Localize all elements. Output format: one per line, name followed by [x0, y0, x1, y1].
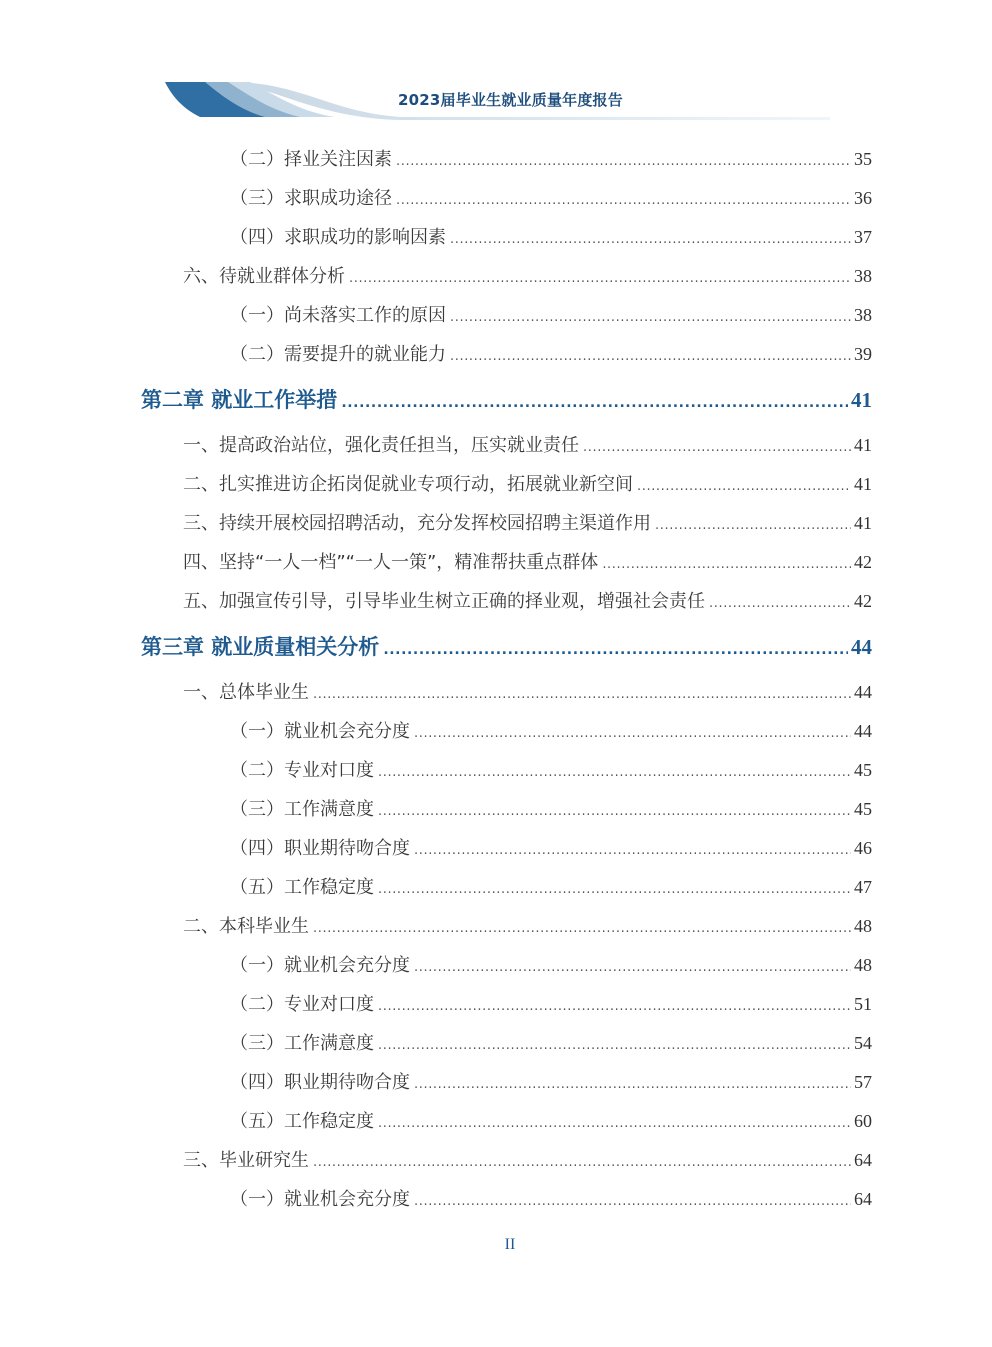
toc-entry[interactable]	[230, 1107, 872, 1133]
toc-entry-title: 第二章 就业工作举措	[141, 388, 338, 412]
toc-entry-title: （四）职业期待吻合度	[230, 838, 410, 859]
toc-dot-leader	[383, 642, 848, 658]
toc-entry-title: 二、扎实推进访企拓岗促就业专项行动，拓展就业新空间	[183, 474, 633, 495]
toc-chapter-entry[interactable]	[141, 631, 872, 661]
toc-entry[interactable]	[183, 1146, 872, 1172]
toc-entry-title: （二）择业关注因素	[230, 149, 392, 170]
toc-entry-title: （五）工作稳定度	[230, 1111, 374, 1132]
toc-entry[interactable]	[230, 145, 872, 171]
toc-chapter-entry[interactable]	[141, 384, 872, 414]
toc-dot-leader	[378, 1038, 851, 1053]
toc-entry-title: 二、本科毕业生	[183, 916, 309, 937]
toc-entry[interactable]	[183, 470, 872, 496]
toc-dot-leader	[313, 687, 851, 702]
toc-entry[interactable]	[230, 301, 872, 327]
toc-dot-leader	[414, 726, 851, 741]
toc-entry-title: 五、加强宣传引导，引导毕业生树立正确的择业观，增强社会责任	[183, 591, 705, 612]
toc-page-number: 42	[854, 591, 872, 611]
toc-dot-leader	[341, 395, 848, 411]
toc-page-number: 64	[854, 1150, 872, 1170]
page-number: II	[504, 1236, 516, 1253]
toc-entry-title: （三）求职成功途径	[230, 188, 392, 209]
toc-entry[interactable]	[183, 912, 872, 938]
toc-entry-title: 三、持续开展校园招聘活动，充分发挥校园招聘主渠道作用	[183, 513, 651, 534]
toc-page-number: 47	[854, 877, 872, 897]
toc-page-number: 41	[854, 435, 872, 455]
toc-page-number: 42	[854, 552, 872, 572]
toc-entry-title: （一）就业机会充分度	[230, 955, 410, 976]
toc-page-number: 45	[854, 799, 872, 819]
toc-entry[interactable]	[230, 184, 872, 210]
toc-entry-title: （三）工作满意度	[230, 799, 374, 820]
toc-dot-leader	[450, 349, 851, 364]
toc-page-number: 48	[854, 916, 872, 936]
toc-entry-title: （三）工作满意度	[230, 1033, 374, 1054]
toc-dot-leader	[414, 960, 851, 975]
toc-dot-leader	[349, 271, 851, 286]
toc-page-number: 64	[854, 1189, 872, 1209]
toc-page-number: 51	[854, 994, 872, 1014]
toc-dot-leader	[450, 310, 851, 325]
toc-page-number: 48	[854, 955, 872, 975]
toc-entry-title: 三、毕业研究生	[183, 1150, 309, 1171]
toc-entry[interactable]	[230, 795, 872, 821]
toc-entry-title: （二）专业对口度	[230, 760, 374, 781]
toc-page-number: 41	[851, 388, 872, 412]
toc-entry-title: （四）求职成功的影响因素	[230, 227, 446, 248]
toc-page-number: 45	[854, 760, 872, 780]
toc-dot-leader	[709, 596, 851, 611]
toc-entry[interactable]	[230, 834, 872, 860]
toc-page-number: 41	[854, 474, 872, 494]
toc-dot-leader	[450, 232, 851, 247]
toc-dot-leader	[313, 921, 851, 936]
toc-dot-leader	[396, 193, 851, 208]
toc-dot-leader	[655, 518, 851, 533]
toc-page-number: 44	[854, 721, 872, 741]
toc-entry-title: （二）专业对口度	[230, 994, 374, 1015]
toc-entry-title: （二）需要提升的就业能力	[230, 344, 446, 365]
toc-dot-leader	[583, 440, 851, 455]
toc-entry-title: （一）就业机会充分度	[230, 721, 410, 742]
toc-page-number: 57	[854, 1072, 872, 1092]
toc-page-number: 39	[854, 344, 872, 364]
toc-entry-title: 第三章 就业质量相关分析	[141, 635, 380, 659]
toc-entry-title: （一）尚未落实工作的原因	[230, 305, 446, 326]
toc-page-number: 41	[854, 513, 872, 533]
toc-dot-leader	[414, 1077, 851, 1092]
toc-dot-leader	[378, 804, 851, 819]
toc-page-number: 37	[854, 227, 872, 247]
toc-entry[interactable]	[183, 587, 872, 613]
toc-entry[interactable]	[183, 262, 872, 288]
toc-dot-leader	[378, 999, 851, 1014]
toc-entry-title: （一）就业机会充分度	[230, 1189, 410, 1210]
toc-page-number: 35	[854, 149, 872, 169]
toc-entry[interactable]	[230, 340, 872, 366]
toc-entry[interactable]	[230, 873, 872, 899]
toc-dot-leader	[414, 843, 851, 858]
toc-dot-leader	[313, 1155, 851, 1170]
toc-entry[interactable]	[230, 990, 872, 1016]
toc-entry[interactable]	[230, 1068, 872, 1094]
toc-page-number: 38	[854, 305, 872, 325]
toc-entry[interactable]	[183, 548, 872, 574]
toc-entry-title: （四）职业期待吻合度	[230, 1072, 410, 1093]
toc-entry-title: 六、待就业群体分析	[183, 266, 345, 287]
toc-page-number: 54	[854, 1033, 872, 1053]
toc-dot-leader	[602, 557, 851, 572]
toc-entry[interactable]	[230, 717, 872, 743]
toc-entry[interactable]	[230, 756, 872, 782]
toc-page-number: 46	[854, 838, 872, 858]
toc-entry-title: （五）工作稳定度	[230, 877, 374, 898]
toc-dot-leader	[396, 154, 851, 169]
toc-page-number: 44	[854, 682, 872, 702]
toc-page-number: 60	[854, 1111, 872, 1131]
toc-entry[interactable]	[183, 431, 872, 457]
toc-dot-leader	[414, 1194, 851, 1209]
toc-page-number: 36	[854, 188, 872, 208]
toc-dot-leader	[637, 479, 851, 494]
toc-entry[interactable]	[183, 678, 872, 704]
toc-entry-title: 四、坚持“一人一档”“一人一策”，精准帮扶重点群体	[183, 552, 599, 573]
toc-entry[interactable]	[230, 1185, 872, 1211]
toc-page-number: 44	[851, 635, 872, 659]
toc-dot-leader	[378, 1116, 851, 1131]
toc-dot-leader	[378, 882, 851, 897]
toc-entry-title: 一、提高政治站位，强化责任担当，压实就业责任	[183, 435, 579, 456]
toc-entry[interactable]	[230, 1029, 872, 1055]
toc-page-number: 38	[854, 266, 872, 286]
toc-entry-title: 一、总体毕业生	[183, 682, 309, 703]
toc-entry[interactable]	[230, 223, 872, 249]
toc-entry[interactable]	[183, 509, 872, 535]
toc-dot-leader	[378, 765, 851, 780]
toc-entry[interactable]	[230, 951, 872, 977]
report-title: 2023届毕业生就业质量年度报告	[398, 91, 623, 109]
